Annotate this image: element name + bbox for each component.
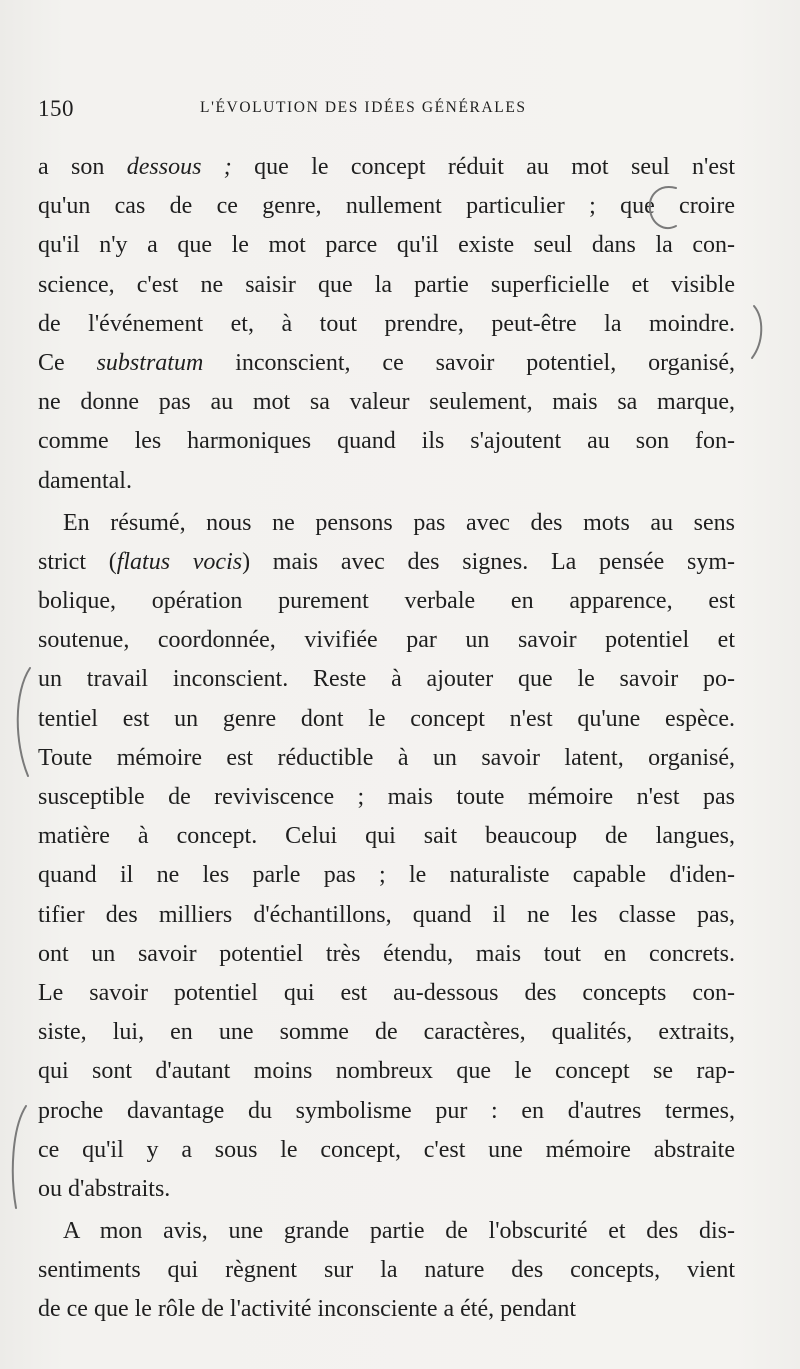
text-segment: science, c'est ne saisir que la partie superficielle et visible <box>38 271 735 298</box>
text-segment: a son <box>38 154 127 180</box>
text-line <box>38 621 735 660</box>
text-line <box>38 422 735 461</box>
paragraph <box>38 1212 735 1330</box>
text-line <box>38 660 735 699</box>
pencil-left-bracket-icon <box>8 662 34 782</box>
body-text <box>38 148 735 1330</box>
text-segment: ont un savoir potentiel très étendu, mais tout en concrets. <box>38 940 735 967</box>
text-segment: tifier des milliers d'échantillons, quand il ne les classe pas, <box>38 901 735 928</box>
text-line <box>38 1170 735 1209</box>
text-segment: Toute mémoire est réductible à un savoir latent, organisé, <box>38 744 735 771</box>
page-header <box>38 96 738 126</box>
page-number: 150 <box>38 96 74 121</box>
text-segment: ce qu'il y a sous le concept, c'est une mémoire abstraite <box>38 1136 735 1163</box>
pencil-right-bracket-icon <box>748 302 772 362</box>
text-segment: qui sont d'autant moins nombreux que le concept se rap- <box>38 1058 735 1085</box>
text-segment: matière à concept. Celui qui sait beaucoup de langues, <box>38 823 735 850</box>
text-line <box>38 344 735 383</box>
running-head: L'ÉVOLUTION DES IDÉES GÉNÉRALES <box>200 99 527 116</box>
text-segment: A mon avis, une grande partie de l'obscurité et des dis- <box>63 1218 735 1245</box>
italic-text: flatus vocis <box>116 548 243 575</box>
text-segment: qu'il n'y a que le mot parce qu'il existe seul dans la con- <box>38 232 735 259</box>
text-segment: de l'événement et, à tout prendre, peut-être la moindre. <box>38 310 735 337</box>
text-segment: qu'un cas de ce genre, nullement particulier ; que croire <box>38 193 735 220</box>
italic-text: dessous ; <box>126 154 232 180</box>
text-line <box>38 935 735 974</box>
text-segment: inconscient, ce savoir potentiel, organisé, <box>203 349 735 376</box>
text-segment: comme les harmoniques quand ils s'ajoutent au son fon- <box>38 428 735 455</box>
text-line <box>38 974 735 1013</box>
text-line <box>38 504 735 543</box>
text-line <box>38 383 735 422</box>
text-line <box>38 226 735 265</box>
text-segment: susceptible de reviviscence ; mais toute mémoire n'est pas <box>38 784 735 810</box>
text-segment: ) mais avec des signes. La pensée sym- <box>242 548 735 575</box>
text-line <box>38 700 735 739</box>
text-segment: ou d'abstraits. <box>38 1175 171 1202</box>
text-line <box>38 305 735 344</box>
text-segment: siste, lui, en une somme de caractères, qualités, extraits, <box>38 1019 735 1046</box>
text-line <box>38 778 735 817</box>
text-segment: ne donne pas au mot sa valeur seulement, mais sa marque, <box>38 389 735 416</box>
text-segment: de ce que le rôle de l'activité inconsciente a été, pendant <box>38 1296 577 1323</box>
text-segment: strict ( <box>38 548 117 575</box>
text-line <box>38 1092 735 1131</box>
text-segment: soutenue, coordonnée, vivifiée par un savoir potentiel et <box>38 627 735 654</box>
text-line <box>38 187 735 226</box>
text-segment: Ce <box>38 349 97 376</box>
text-segment: En résumé, nous ne pensons pas avec des mots au sens <box>63 509 735 536</box>
text-line <box>38 462 735 501</box>
text-line <box>38 1013 735 1052</box>
text-line <box>38 1251 735 1290</box>
text-line <box>38 1212 735 1251</box>
pencil-c-mark-icon <box>640 182 684 238</box>
text-line <box>38 817 735 856</box>
text-segment: proche davantage du symbolisme pur : en d'autres termes, <box>38 1097 735 1124</box>
text-segment: Le savoir potentiel qui est au-dessous des concepts con- <box>38 979 735 1006</box>
text-segment: damental. <box>38 467 132 494</box>
text-line <box>38 1052 735 1091</box>
paragraph <box>38 504 735 1209</box>
text-segment: tentiel est un genre dont le concept n'est qu'une espèce. <box>38 705 735 732</box>
text-line <box>38 856 735 895</box>
text-segment: quand il ne les parle pas ; le naturaliste capable d'iden- <box>38 862 735 889</box>
text-line <box>38 896 735 935</box>
text-line <box>38 582 735 621</box>
text-line <box>38 266 735 305</box>
paragraph <box>38 148 735 501</box>
text-line <box>38 1131 735 1170</box>
pencil-left-bracket-lower-icon <box>4 1102 30 1212</box>
text-line <box>38 739 735 778</box>
text-line <box>38 1290 735 1329</box>
text-segment: un travail inconscient. Reste à ajouter que le savoir po- <box>38 666 735 693</box>
text-segment: bolique, opération purement verbale en apparence, est <box>38 588 735 615</box>
text-line <box>38 148 735 187</box>
text-line <box>38 543 735 582</box>
text-segment: sentiments qui règnent sur la nature des concepts, vient <box>38 1257 735 1284</box>
text-segment: que le concept réduit au mot seul n'est <box>231 154 735 180</box>
italic-text: substratum <box>96 349 204 376</box>
